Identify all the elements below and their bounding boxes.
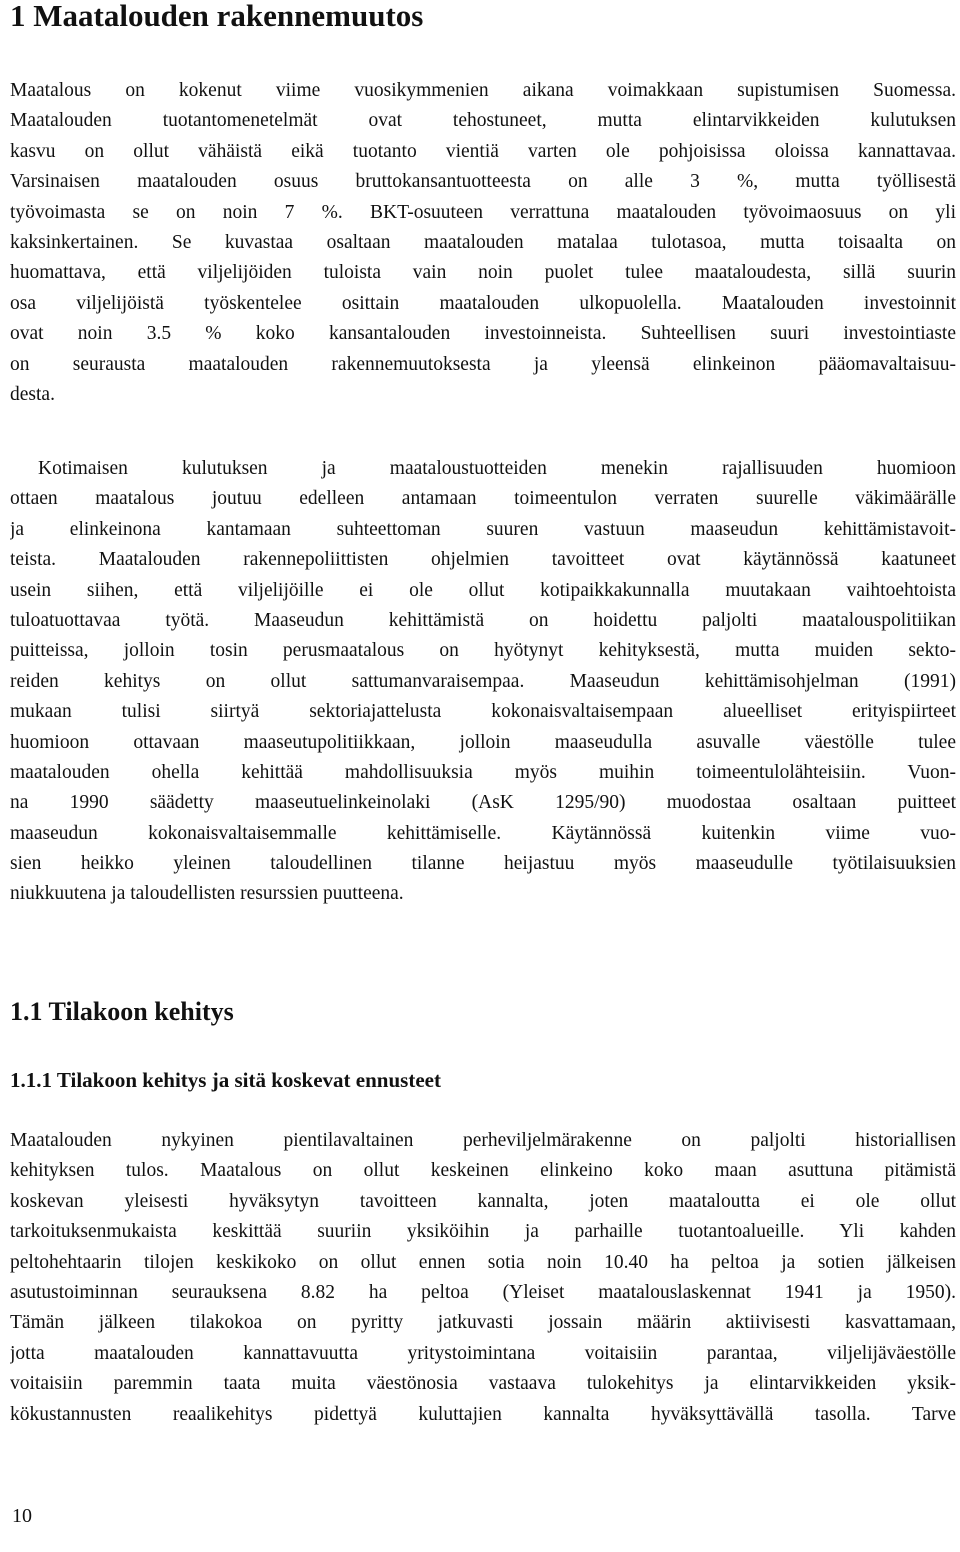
text-line: jotta maatalouden kannattavuutta yritystoimintana voitaisiin parantaa, viljelijäväestölle — [10, 1342, 956, 1364]
text-line: tuloatuottavaa työtä. Maaseudun kehittämistä on hoidettu paljolti maatalouspolitiikan — [10, 609, 956, 631]
text-line: Maatalouden nykyinen pientilavaltainen perheviljelmärakenne on paljolti historiallisen — [10, 1130, 956, 1151]
text-line: ja elinkeinona kantamaan suhteettoman suuren vastuun maaseudun kehittämistavoit- — [10, 518, 956, 540]
text-line: on seurausta maatalouden rakennemuutoksesta ja yleensä elinkeinon pääomavaltaisuu- — [10, 353, 956, 375]
text-line: huomioon ottavaan maaseutupolitiikkaan, jolloin maaseudulla asuvalle väestölle tulee — [10, 731, 956, 753]
paragraph-3 — [10, 1126, 956, 1430]
text-line: ottaen maatalous joutuu edelleen antamaan toimeentulon verraten suurelle väkimäärälle — [10, 488, 956, 510]
text-line: desta. — [10, 383, 55, 405]
text-line: mukaan tulisi siirtyä sektoriajattelusta kokonaisvaltaisempaan alueelliset erityispiirteet — [10, 701, 956, 723]
text-line: osa viljelijöistä työskentelee osittain maatalouden ulkopuolella. Maatalouden investoinnit — [10, 292, 956, 314]
text-line: Varsinaisen maatalouden osuus bruttokansantuotteesta on alle 3 %, mutta työllisestä — [10, 171, 956, 193]
text-line: ovat noin 3.5 % koko kansantalouden investoinneista. Suhteellisen suuri investointiaste — [10, 323, 956, 345]
text-line: puitteissa, jolloin tosin perusmaatalous on hyötynyt kehityksestä, mutta muiden sekto- — [10, 640, 956, 662]
text-line: sien heikko yleinen taloudellinen tilanne heijastuu myös maaseudulle työtilaisuuksien — [10, 853, 956, 875]
subsection-heading: 1.1.1 Tilakoon kehitys ja sitä koskevat ennusteet — [10, 1068, 441, 1092]
text-line: maaseudun kokonaisvaltaisemmalle kehittämiselle. Käytännössä kuitenkin viime vuo- — [10, 822, 956, 844]
text-line: koskevan yleisesti hyväksytyn tavoitteen kannalta, joten maataloutta ei ole ollut — [10, 1190, 956, 1212]
text-line: peltohehtaarin tilojen keskikoko on ollut ennen sotia noin 10.40 ha peltoa ja sotien jälkeisen — [10, 1251, 956, 1273]
text-line: kehityksen tulos. Maatalous on ollut keskeinen elinkeino koko maan asuttuna pitämistä — [10, 1160, 956, 1182]
text-line: usein siihen, että viljelijöille ei ole ollut kotipaikkakunnalla muutakaan vaihtoehtoista — [10, 579, 956, 601]
text-line: työvoimasta se on noin 7 %. BKT-osuuteen verrattuna maatalouden työvoimaosuus on yli — [10, 201, 956, 223]
text-line: asutustoiminnan seurauksena 8.82 ha peltoa (Yleiset maatalouslaskennat 1941 ja 1950). — [10, 1281, 956, 1303]
paragraph-1 — [10, 76, 956, 410]
text-line: niukkuutena ja taloudellisten resurssien puutteena. — [10, 883, 404, 905]
text-line: Tämän jälkeen tilakokoa on pyritty jatkuvasti jossain määrin aktiivisesti kasvattamaan, — [10, 1312, 956, 1334]
text-line: voitaisiin paremmin taata muita väestönosia vastaava tulokehitys ja elintarvikkeiden yksik- — [10, 1373, 956, 1395]
text-line: teista. Maatalouden rakennepoliittisten ohjelmien tavoitteet ovat käytännössä kaatuneet — [10, 549, 956, 571]
section-heading: 1.1 Tilakoon kehitys — [10, 997, 234, 1026]
text-line: reiden kehitys on ollut sattumanvaraisempaa. Maaseudun kehittämisohjelman (1991) — [10, 670, 956, 692]
text-line: Kotimaisen kulutuksen ja maataloustuotteiden menekin rajallisuuden huomioon — [38, 458, 956, 479]
text-line: Maatalous on kokenut viime vuosikymmenien aikana voimakkaan supistumisen Suomessa. — [10, 80, 956, 101]
text-line: maatalouden ohella kehittää mahdollisuuksia myös muihin toimeentulolähteisiin. Vuon- — [10, 761, 956, 783]
text-line: na 1990 säädetty maaseutuelinkeinolaki (AsK 1295/90) muodostaa osaltaan puitteet — [10, 792, 956, 814]
text-line: Maatalouden tuotantomenetelmät ovat tehostuneet, mutta elintarvikkeiden kulutuksen — [10, 110, 956, 132]
page-number: 10 — [12, 1505, 32, 1527]
paragraph-2 — [10, 454, 956, 910]
text-line: kasvu on ollut vähäistä eikä tuotanto vientiä varten ole pohjoisissa oloissa kannattavaa. — [10, 140, 956, 162]
text-line: kaksinkertainen. Se kuvastaa osaltaan maatalouden matalaa tulotasoa, mutta toisaalta on — [10, 231, 956, 253]
text-line: kökustannusten reaalikehitys pidettyä kuluttajien kannalta hyväksyttävällä tasolla. Tarve — [10, 1403, 956, 1425]
text-line: tarkoituksenmukaista keskittää suuriin yksiköihin ja parhaille tuotantoalueille. Yli kahden — [10, 1221, 956, 1243]
chapter-heading: 1 Maatalouden rakennemuutos — [10, 0, 424, 33]
text-line: huomattava, että viljelijöiden tuloista vain noin puolet tulee maataloudesta, sillä suurin — [10, 262, 956, 284]
